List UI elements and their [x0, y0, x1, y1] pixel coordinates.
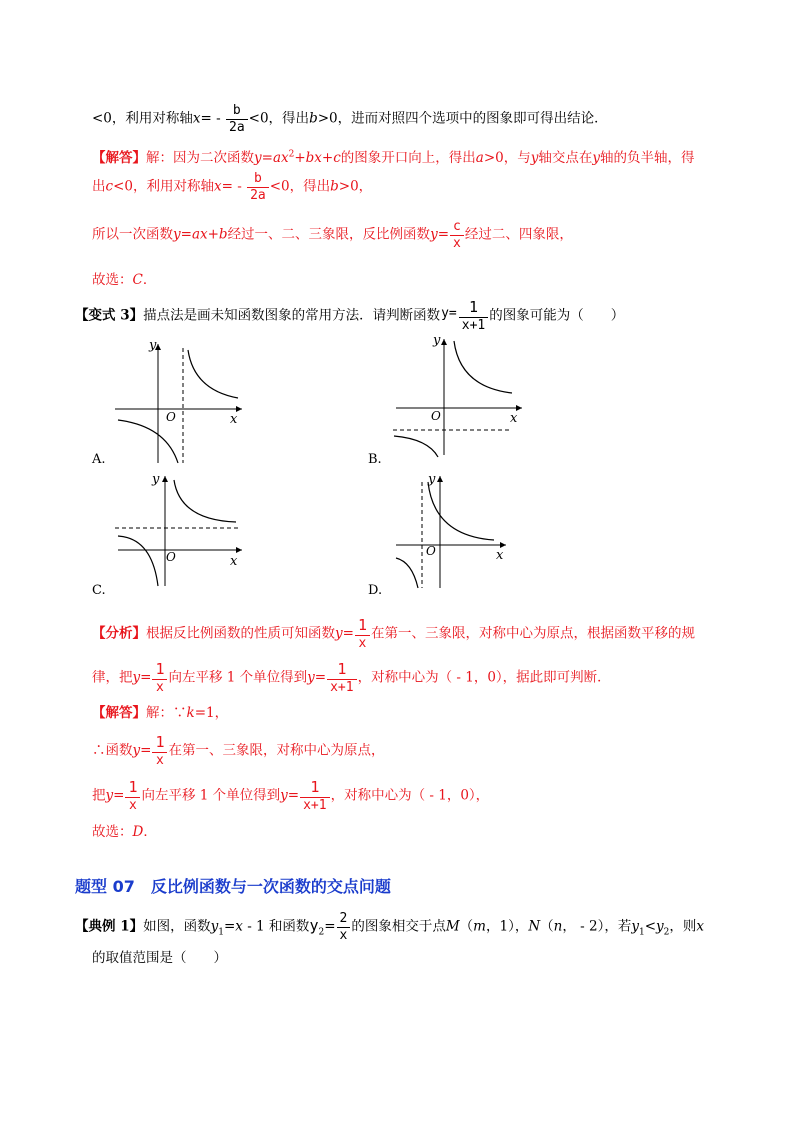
answer-tag: 【解答】 — [92, 705, 146, 721]
answer2-line4: 故选：D． — [92, 824, 157, 840]
answer2-line1: 【解答】解：∵k=1， — [92, 705, 229, 721]
origin-label: O — [426, 544, 436, 558]
option-b-label[interactable]: B. — [368, 452, 382, 467]
answer1-line2: 出c<0，利用对称轴x= - $\frac{b}{2a}$ <0，得出b>0， — [92, 171, 373, 203]
answer1-line1: 【解答】解：因为二次函数$y=ax^2+bx+c$的图象开口向上，得出a>0，与y轴交点在y轴的负半轴，得 — [92, 149, 695, 166]
axis-y-label: y — [433, 333, 441, 348]
origin-label: O — [166, 410, 176, 424]
option-d-label[interactable]: D. — [368, 583, 383, 598]
fraction-c-over-x: $\frac{c}{x}$ — [450, 220, 464, 250]
variant3-line: 【变式 3】描点法是画未知函数图象的常用方法．请判断函数y= $\frac{1}{x+1}$ 的图象可能为（ ） — [75, 298, 625, 333]
graph-option-b[interactable] — [388, 335, 528, 465]
variant-tag: 【变式 3】 — [75, 307, 144, 324]
intro-text: >0，进而对照四个选项中的图象即可得出结论． — [317, 110, 608, 127]
axis-y-label: y — [152, 472, 160, 487]
answer1-line3: 所以一次函数y=ax+b经过一、二、三象限，反比例函数y= $\frac{c}{x}$ 经过二、四象限， — [92, 219, 573, 251]
fraction-1-over-x: $\frac{1}{x}$ — [152, 735, 167, 767]
origin-label: O — [431, 409, 441, 423]
axis-x-label: x — [510, 411, 518, 426]
fraction-b-over-2a: $\frac{b}{2a}$ — [247, 172, 269, 202]
answer1-line4: 故选：C． — [92, 272, 157, 288]
var-x: x — [192, 110, 201, 127]
axis-x-label: x — [230, 554, 238, 569]
answer2-line3: 把y= $\frac{1}{x}$ 向左平移 1 个单位得到y= $\frac{1}{x+1}$ ，对称中心为（ - 1，0）， — [92, 778, 490, 813]
graph-option-d[interactable] — [388, 470, 528, 590]
intro-text: <0，得出 — [248, 110, 310, 127]
analysis-line1: 【分析】根据反比例函数的性质可知函数y= $\frac{1}{x}$ 在第一、三象限，对称中心为原点，根据函数平移的规 — [92, 616, 695, 651]
example-tag: 【典例 1】 — [75, 918, 144, 935]
intro-text: <0，利用对称轴 — [92, 110, 193, 127]
intro-line — [92, 104, 608, 134]
graph-option-c[interactable] — [110, 470, 250, 590]
origin-label: O — [166, 550, 176, 564]
analysis-tag: 【分析】 — [92, 625, 146, 642]
example1-line2: 的取值范围是（ ） — [92, 950, 227, 966]
fraction-1-over-x-plus-1: $\frac{1}{x+1}$ — [459, 300, 488, 332]
answer2-line2: ∴函数y= $\frac{1}{x}$ 在第一、三象限，对称中心为原点， — [92, 733, 385, 768]
axis-y-label: y — [428, 472, 436, 487]
fraction-2-over-x: $\frac{2}{x}$ — [337, 912, 351, 942]
axis-x-label: x — [230, 412, 238, 427]
fraction-1-over-x: $\frac{1}{x}$ — [125, 780, 140, 812]
fraction-b-over-2a: $\frac{b}{2a}$ — [226, 104, 248, 134]
var-b: b — [309, 110, 318, 127]
fraction-1-over-x-plus-1: $\frac{1}{x+1}$ — [327, 662, 356, 694]
section-heading: 题型 07 反比例函数与一次函数的交点问题 — [75, 877, 391, 896]
intro-eq: = - — [200, 110, 225, 127]
analysis-line2: 律，把y= $\frac{1}{x}$ 向左平移 1 个单位得到y= $\frac{1}{x+1}$ ，对称中心为（ - 1，0），据此即可判断． — [92, 660, 611, 695]
example1-line1: 【典例 1】如图，函数$y_1=x - 1$ 和函数$y_2=$ $\frac{2}{x}$ 的图象相交于点M（m，1），N（n， - 2），若$y_1<y_2$，则x — [75, 911, 705, 943]
answer-tag: 【解答】 — [92, 150, 146, 166]
func-label: y= — [441, 305, 457, 321]
axis-y-label: y — [149, 338, 157, 353]
fraction-1-over-x-plus-1: $\frac{1}{x+1}$ — [300, 780, 329, 812]
graph-option-a[interactable] — [110, 338, 250, 468]
fraction-1-over-x: $\frac{1}{x}$ — [152, 662, 167, 694]
axis-x-label: x — [496, 548, 504, 563]
fraction-1-over-x: $\frac{1}{x}$ — [355, 618, 370, 650]
option-c-label[interactable]: C. — [92, 583, 106, 598]
option-a-label[interactable]: A. — [92, 452, 106, 467]
